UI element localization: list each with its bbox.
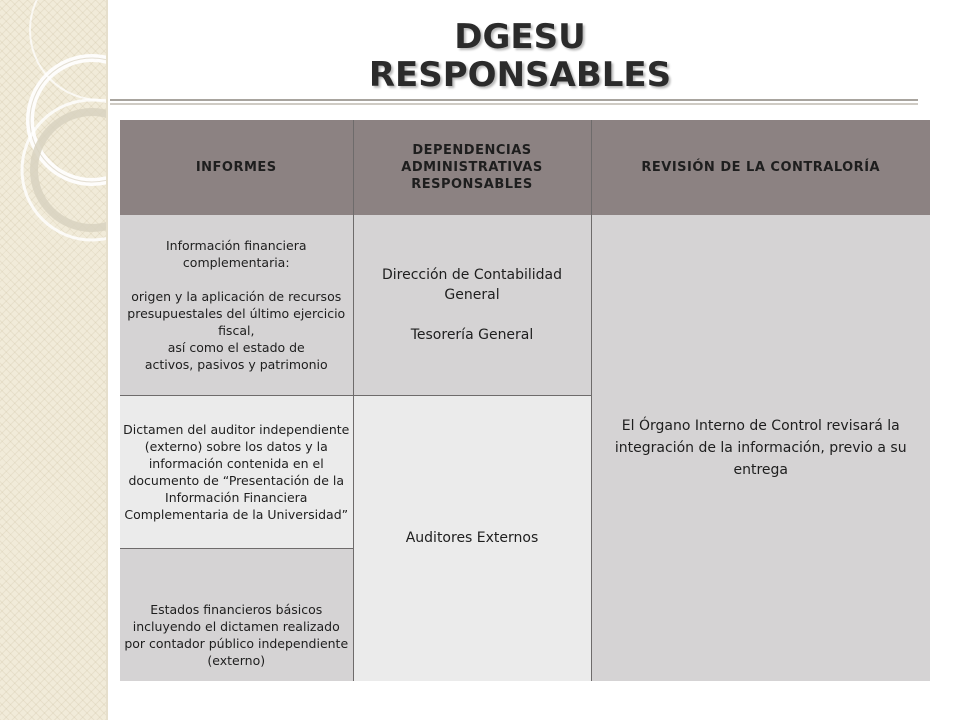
title-divider	[110, 99, 918, 101]
informe-cell-2	[120, 395, 353, 548]
informe-1-line1: origen y la aplicación de recursos presupuestales del último ejercicio fiscal,	[127, 288, 346, 338]
header-dependencias: DEPENDENCIAS ADMINISTRATIVAS RESPONSABLES	[353, 120, 591, 215]
informe-1-line3: activos, pasivos y patrimonio	[144, 356, 328, 372]
informe-2-text: Dictamen del auditor independiente (externo) sobre los datos y la información contenida en el documento de “Presentación de la Información Financiera Complementaria de la Universidad”	[123, 421, 350, 522]
revision-cell	[591, 215, 930, 681]
revision-text: El Órgano Interno de Control revisará la integración de la información, previo a su entrega	[614, 418, 907, 478]
informe-cell-3	[120, 548, 353, 681]
dependencia-cell-1	[353, 215, 591, 395]
table-row	[120, 215, 930, 395]
table-header-row	[120, 120, 930, 215]
dependencia-contabilidad: Dirección de Contabilidad General	[381, 266, 563, 303]
informe-cell-1	[120, 215, 353, 395]
decorative-circles	[0, 0, 106, 720]
informe-1-line2: así como el estado de	[167, 339, 305, 355]
sidebar-edge	[106, 0, 108, 720]
dependencia-cell-2	[353, 395, 591, 681]
dependencia-tesoreria: Tesorería General	[410, 326, 534, 343]
header-revision: REVISIÓN DE LA CONTRALORÍA	[591, 120, 930, 215]
responsables-table	[120, 120, 930, 681]
page-subtitle: RESPONSABLES	[368, 55, 672, 95]
informe-3-text: Estados financieros básicos incluyendo el dictamen realizado por contador público independiente (externo)	[124, 601, 349, 668]
page-title: DGESU	[454, 17, 586, 57]
header-informes: INFORMES	[120, 120, 353, 215]
dependencia-auditores: Auditores Externos	[405, 530, 539, 547]
informe-1-title: Información financiera complementaria:	[165, 237, 307, 270]
title-divider-shadow	[110, 103, 918, 105]
decorative-sidebar	[0, 0, 106, 720]
